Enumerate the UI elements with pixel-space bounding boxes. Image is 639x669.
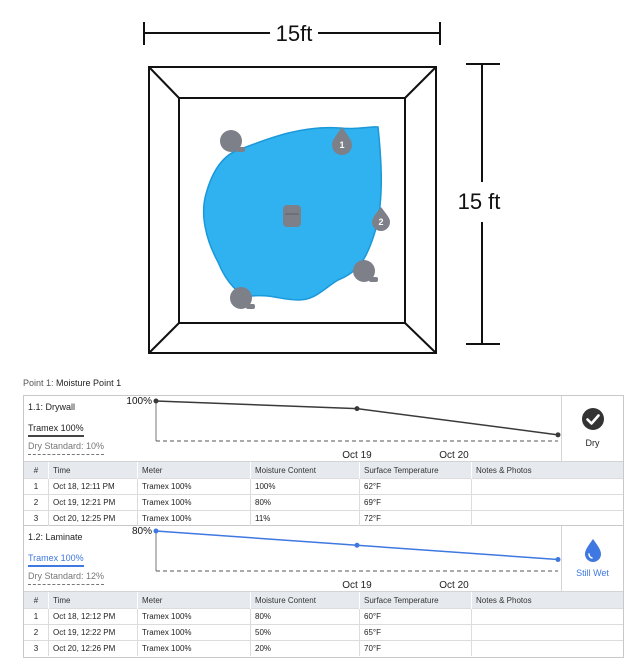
width-label: 15ft (275, 21, 313, 46)
col-notes: Notes & Photos (472, 462, 624, 479)
table-row[interactable] (24, 641, 623, 657)
cell-temperature: 70°F (360, 641, 472, 657)
table-row[interactable] (24, 511, 623, 527)
cell-number: 2 (24, 495, 49, 511)
data-point (355, 406, 360, 411)
cell-notes[interactable] (472, 641, 624, 657)
col-time: Time (49, 592, 138, 609)
cell-meter: Tramex 100% (138, 641, 251, 657)
col-moisture: Moisture Content (251, 592, 360, 609)
cell-moisture: 80% (251, 495, 360, 511)
point-prefix: Point 1: (23, 378, 54, 388)
reading-panel-laminate (23, 526, 624, 658)
data-point (556, 432, 561, 437)
cell-time: Oct 19, 12:22 PM (49, 625, 138, 641)
moisture-trend-chart (122, 526, 562, 591)
status-dry (561, 396, 623, 461)
cell-time: Oct 18, 12:11 PM (49, 479, 138, 495)
cell-notes[interactable] (472, 609, 624, 625)
cell-notes[interactable] (472, 495, 624, 511)
cell-number: 2 (24, 625, 49, 641)
meter-legend: Tramex 100% (28, 553, 84, 567)
moisture-marker-label: 1 (339, 140, 345, 150)
meter-legend: Tramex 100% (28, 423, 84, 437)
moisture-series-line (156, 401, 558, 435)
x-tick-label: Oct 20 (439, 580, 469, 591)
readings-table (24, 592, 623, 656)
reading-header (24, 396, 623, 462)
table-row[interactable] (24, 479, 623, 495)
cell-meter: Tramex 100% (138, 495, 251, 511)
col-time: Time (49, 462, 138, 479)
col-number: # (24, 592, 49, 609)
air-mover-icon[interactable] (220, 130, 245, 152)
cell-moisture: 11% (251, 511, 360, 527)
col-meter: Meter (138, 462, 251, 479)
cell-meter: Tramex 100% (138, 511, 251, 527)
data-point (154, 529, 159, 534)
peak-value-label: 100% (126, 396, 152, 407)
cell-moisture: 50% (251, 625, 360, 641)
x-tick-label: Oct 19 (342, 580, 372, 591)
air-mover-icon[interactable] (353, 260, 378, 282)
cell-meter: Tramex 100% (138, 609, 251, 625)
data-point (154, 399, 159, 404)
cell-time: Oct 19, 12:21 PM (49, 495, 138, 511)
col-temperature: Surface Temperature (360, 462, 472, 479)
cell-notes[interactable] (472, 479, 624, 495)
col-notes: Notes & Photos (472, 592, 624, 609)
reading-panel-drywall (23, 395, 624, 526)
x-tick-label: Oct 20 (439, 450, 469, 461)
col-meter: Meter (138, 592, 251, 609)
dehumidifier-icon[interactable] (283, 205, 301, 227)
height-label: 15 ft (457, 189, 501, 214)
moisture-marker-label: 2 (378, 217, 384, 227)
cell-temperature: 69°F (360, 495, 472, 511)
data-point (556, 557, 561, 562)
status-label: Still Wet (576, 568, 609, 578)
cell-temperature: 72°F (360, 511, 472, 527)
cell-number: 1 (24, 479, 49, 495)
table-row[interactable] (24, 609, 623, 625)
x-tick-label: Oct 19 (342, 450, 372, 461)
cell-number: 3 (24, 511, 49, 527)
cell-meter: Tramex 100% (138, 625, 251, 641)
col-moisture: Moisture Content (251, 462, 360, 479)
cell-moisture: 80% (251, 609, 360, 625)
cell-notes[interactable] (472, 625, 624, 641)
status-label: Dry (585, 438, 600, 448)
peak-value-label: 80% (131, 526, 152, 537)
table-row[interactable] (24, 625, 623, 641)
cell-temperature: 60°F (360, 609, 472, 625)
water-drop-icon (581, 537, 605, 563)
moisture-trend-chart (122, 396, 562, 461)
surface-label: 1.2: Laminate (28, 532, 83, 542)
col-number: # (24, 462, 49, 479)
cell-time: Oct 20, 12:25 PM (49, 511, 138, 527)
col-temperature: Surface Temperature (360, 592, 472, 609)
cell-moisture: 100% (251, 479, 360, 495)
dry-standard-legend: Dry Standard: 10% (28, 441, 104, 455)
cell-number: 1 (24, 609, 49, 625)
surface-label: 1.1: Drywall (28, 402, 76, 412)
width-dimension (144, 21, 440, 46)
cell-temperature: 65°F (360, 625, 472, 641)
cell-temperature: 62°F (360, 479, 472, 495)
cell-time: Oct 18, 12:12 PM (49, 609, 138, 625)
cell-meter: Tramex 100% (138, 479, 251, 495)
reading-header (24, 526, 623, 592)
point-title (23, 378, 121, 388)
status-still-wet (561, 526, 623, 591)
height-dimension (458, 64, 501, 344)
cell-time: Oct 20, 12:26 PM (49, 641, 138, 657)
cell-moisture: 20% (251, 641, 360, 657)
cell-number: 3 (24, 641, 49, 657)
readings-table (24, 462, 623, 526)
point-name: Moisture Point 1 (56, 378, 122, 388)
data-point (355, 543, 360, 548)
check-circle-icon (581, 407, 605, 431)
dry-standard-legend: Dry Standard: 12% (28, 571, 104, 585)
table-row[interactable] (24, 495, 623, 511)
cell-notes[interactable] (472, 511, 624, 527)
